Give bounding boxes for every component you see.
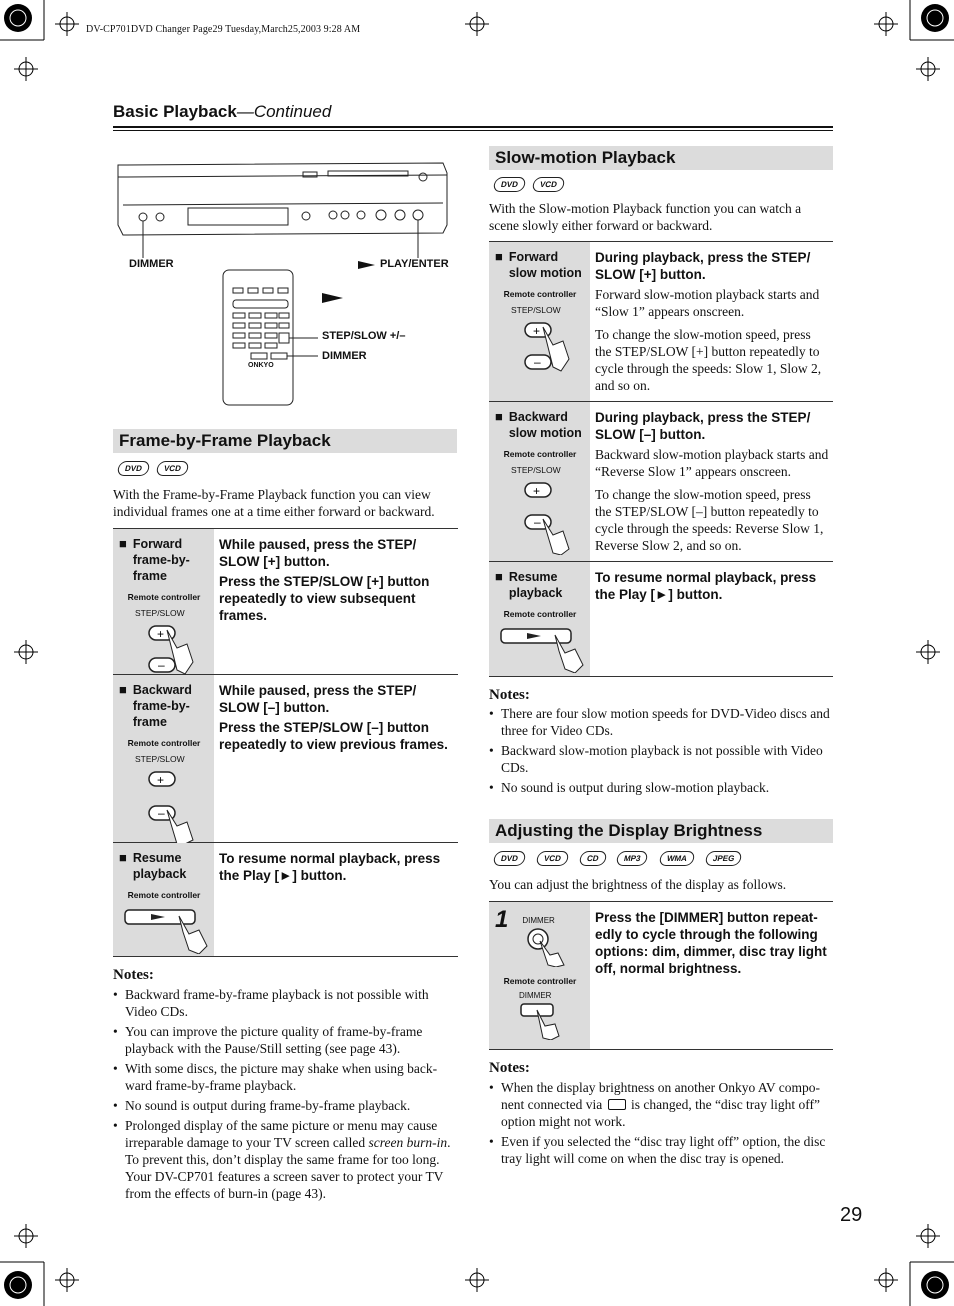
- slow-intro-text: With the Slow-motion Playback function you can watch a scene slowly either forward or backward.: [489, 201, 802, 233]
- step-slow-label: STEP/SLOW: [135, 608, 185, 618]
- dimmer-label-front: DIMMER: [522, 916, 555, 925]
- disc-type-badges-frame: [118, 461, 188, 476]
- instruction-bold-1: To resume normal playback, press the Play [►] button.: [219, 851, 441, 883]
- row-label: Resume playback: [508, 570, 563, 600]
- table-row: [113, 529, 458, 675]
- page-header: [113, 102, 331, 122]
- dvd-badge: DVD: [492, 851, 526, 866]
- remote-controller-label: Remote controller: [503, 976, 577, 986]
- dvd-badge: DVD: [492, 177, 526, 192]
- print-metadata-line: DV-CP701DVD Changer Page29 Tuesday,March25,2003 9:28 AM: [86, 24, 361, 35]
- list-item: • Backward frame-by-frame playback is not possible with Video CDs.: [113, 986, 458, 1020]
- row-label-cell: ■ Resume playback Remote controller: [113, 843, 214, 956]
- row-instruction-cell: [214, 675, 458, 842]
- dimmer-label-remote: DIMMER: [519, 991, 552, 1000]
- row-label: Backward frame-by-frame: [132, 683, 192, 729]
- table-row: [489, 902, 833, 1049]
- vcd-badge: VCD: [155, 461, 189, 476]
- instruction-bold-2: Press the STEP/SLOW [+] button repeatedly to view subsequent frames.: [219, 574, 430, 623]
- frame-instructions-table: [113, 528, 458, 957]
- step-slow-minus-press-icon: [513, 475, 593, 555]
- list-item: • Even if you selected the “disc tray light off” option, the disc tray light will come on when the disc tray is opened.: [489, 1133, 834, 1167]
- table-row: [489, 562, 833, 676]
- brightness-notes-heading: Notes:: [489, 1060, 530, 1076]
- list-item: • No sound is output during frame-by-frame playback.: [113, 1097, 458, 1114]
- remote-controller-label: Remote controller: [127, 592, 201, 602]
- front-dimmer-button-icon: [522, 925, 572, 967]
- svg-text:–: –: [158, 658, 165, 672]
- header-rule-thin: [113, 130, 833, 131]
- mp3-badge: MP3: [616, 851, 650, 866]
- instruction-bold-1: To resume normal playback, press the Play [►] button.: [595, 570, 817, 602]
- instruction-bold-1: During playback, press the STEP/ SLOW [–] button.: [595, 410, 811, 442]
- play-enter-callout: PLAY/ENTER: [380, 258, 449, 270]
- instruction-text-1: Backward slow-motion playback starts and “Reverse Slow 1” appears onscreen.: [595, 447, 829, 479]
- row-label: Resume playback: [132, 851, 187, 881]
- instruction-text-2: To change the slow-motion speed, press the STEP/SLOW [–] button repeatedly to cycle through the speeds: Reverse Slow 1, Reverse Slow 2, and so on.: [595, 487, 824, 553]
- svg-text:+: +: [157, 773, 165, 787]
- ri-logo-icon: [608, 1099, 626, 1110]
- list-item: • When the display brightness on another Onkyo AV compo-nent connected via is changed, the “disc tray light off” option might not work.: [489, 1079, 834, 1130]
- frame-intro-text: With the Frame-by-Frame Playback function you can view individual frames one at a time either forward or backward.: [113, 487, 435, 519]
- brightness-notes-list: [489, 1076, 834, 1167]
- header-title-italic: —Continued: [236, 102, 332, 121]
- row-instruction-cell: [214, 529, 458, 674]
- instruction-text-2: To change the slow-motion speed, press the STEP/SLOW [+] button repeatedly to cycle through the speeds: Slow 1, Slow 2, and so on.: [595, 327, 822, 393]
- row-label-cell: ■ Backward frame-by-frame Remote controller STEP/SLOW + –: [113, 675, 214, 842]
- dvd-badge: DVD: [116, 461, 150, 476]
- dimmer-callout: DIMMER: [129, 258, 174, 270]
- instruction-text-1: Forward slow-motion playback starts and “Slow 1” appears onscreen.: [595, 287, 820, 319]
- jpeg-badge: JPEG: [704, 851, 743, 866]
- list-item: • With some discs, the picture may shake when using back-ward frame-by-frame playback.: [113, 1060, 458, 1094]
- slow-instructions-table: [489, 241, 833, 677]
- svg-text:–: –: [534, 355, 541, 369]
- list-item: • There are four slow motion speeds for DVD-Video discs and three for Video CDs.: [489, 705, 834, 739]
- instruction-bold-1: While paused, press the STEP/ SLOW [–] button.: [219, 683, 417, 715]
- table-row: [489, 242, 833, 402]
- dvd-player-figure: [113, 155, 458, 410]
- frame-notes-list: [113, 983, 458, 1202]
- row-label: Backward slow motion: [508, 410, 582, 440]
- brightness-instructions-table: [489, 901, 833, 1050]
- list-item: • Prolonged display of the same picture or menu may cause irreparable damage to your TV screen called screen burn-in. To prevent this, don’t display the same frame for too long. Your DV-CP701 features a screen saver to protect your TV from the effects of burn-in (page 43).: [113, 1117, 458, 1202]
- row-instruction-cell: [590, 242, 833, 401]
- remote-brand-logo: ONKYO: [248, 362, 274, 369]
- svg-text:–: –: [158, 806, 165, 820]
- remote-dimmer-button-icon: [515, 1000, 595, 1040]
- slow-notes-list: [489, 702, 834, 796]
- header-title-bold: Basic Playback: [113, 102, 237, 121]
- list-item: • No sound is output during slow-motion playback.: [489, 779, 834, 796]
- step-slow-label: STEP/SLOW: [511, 305, 561, 315]
- wma-badge: WMA: [658, 851, 695, 866]
- row-instruction-cell: [590, 902, 833, 1049]
- remote-controller-label: Remote controller: [503, 289, 577, 299]
- row-label-cell: ■ Forward slow motion Remote controller STEP/SLOW + –: [489, 242, 590, 401]
- section-title-slow-motion: Slow-motion Playback: [489, 146, 833, 170]
- row-instruction-cell: [590, 562, 833, 676]
- row-label: Forward slow motion: [508, 250, 582, 280]
- vcd-badge: VCD: [535, 851, 569, 866]
- play-button-press-icon: [119, 904, 214, 954]
- remote-controller-label: Remote controller: [503, 449, 577, 459]
- svg-text:+: +: [533, 324, 541, 338]
- step-slow-minus-press-icon: [137, 764, 217, 844]
- table-row: [113, 675, 458, 843]
- remote-controller-label: Remote controller: [503, 609, 577, 619]
- step-slow-label: STEP/SLOW: [511, 465, 561, 475]
- table-row: [113, 843, 458, 956]
- play-button-press-icon: [495, 623, 590, 673]
- vcd-badge: VCD: [531, 177, 565, 192]
- step-slow-plus-press-icon: [513, 315, 593, 375]
- step-number: 1: [495, 906, 509, 933]
- row-label-cell: ■ Backward slow motion Remote controller STEP/SLOW + –: [489, 402, 590, 561]
- row-instruction-cell: [590, 402, 833, 561]
- cd-badge: CD: [578, 851, 607, 866]
- remote-controller-label: Remote controller: [127, 738, 201, 748]
- page-number: 29: [840, 1204, 863, 1226]
- instruction-bold-1: While paused, press the STEP/ SLOW [+] button.: [219, 537, 417, 569]
- disc-type-badges-slow: [494, 177, 564, 192]
- brightness-intro-text: You can adjust the brightness of the display as follows.: [489, 877, 787, 892]
- section-title-brightness: Adjusting the Display Brightness: [489, 819, 833, 843]
- remote-controller-label: Remote controller: [127, 890, 201, 900]
- frame-notes-heading: Notes:: [113, 967, 154, 983]
- row-instruction-cell: [214, 843, 458, 956]
- instruction-bold-2: Press the STEP/SLOW [–] button repeatedly to view previous frames.: [219, 720, 448, 752]
- section-title-frame-by-frame: Frame-by-Frame Playback: [113, 429, 457, 453]
- row-label-cell: ■ Resume playback Remote controller: [489, 562, 590, 676]
- list-item: • You can improve the picture quality of frame-by-frame playback with the Pause/Still setting (see page 43).: [113, 1023, 458, 1057]
- row-label-cell: ■ Forward frame-by-frame Remote controller STEP/SLOW + –: [113, 529, 214, 674]
- dimmer-callout-remote: DIMMER: [322, 350, 367, 362]
- row-label-cell: [489, 902, 590, 1049]
- step-slow-callout: STEP/SLOW +/–: [322, 330, 406, 342]
- svg-text:+: +: [533, 484, 541, 498]
- svg-text:–: –: [534, 515, 541, 529]
- slow-notes-heading: Notes:: [489, 687, 530, 703]
- step-slow-plus-press-icon: [137, 618, 217, 678]
- instruction-bold-1: Press the [DIMMER] button repeat-edly to cycle through the following options: dim, dimmer, disc tray light off, normal brightness.: [595, 910, 827, 976]
- list-item: • Backward slow-motion playback is not possible with Video CDs.: [489, 742, 834, 776]
- instruction-bold-1: During playback, press the STEP/ SLOW [+] button.: [595, 250, 811, 282]
- header-rule: [113, 126, 833, 128]
- disc-type-badges-brightness: [494, 851, 741, 866]
- step-slow-label: STEP/SLOW: [135, 754, 185, 764]
- table-row: [489, 402, 833, 562]
- svg-text:+: +: [157, 627, 165, 641]
- row-label: Forward frame-by-frame: [132, 537, 190, 583]
